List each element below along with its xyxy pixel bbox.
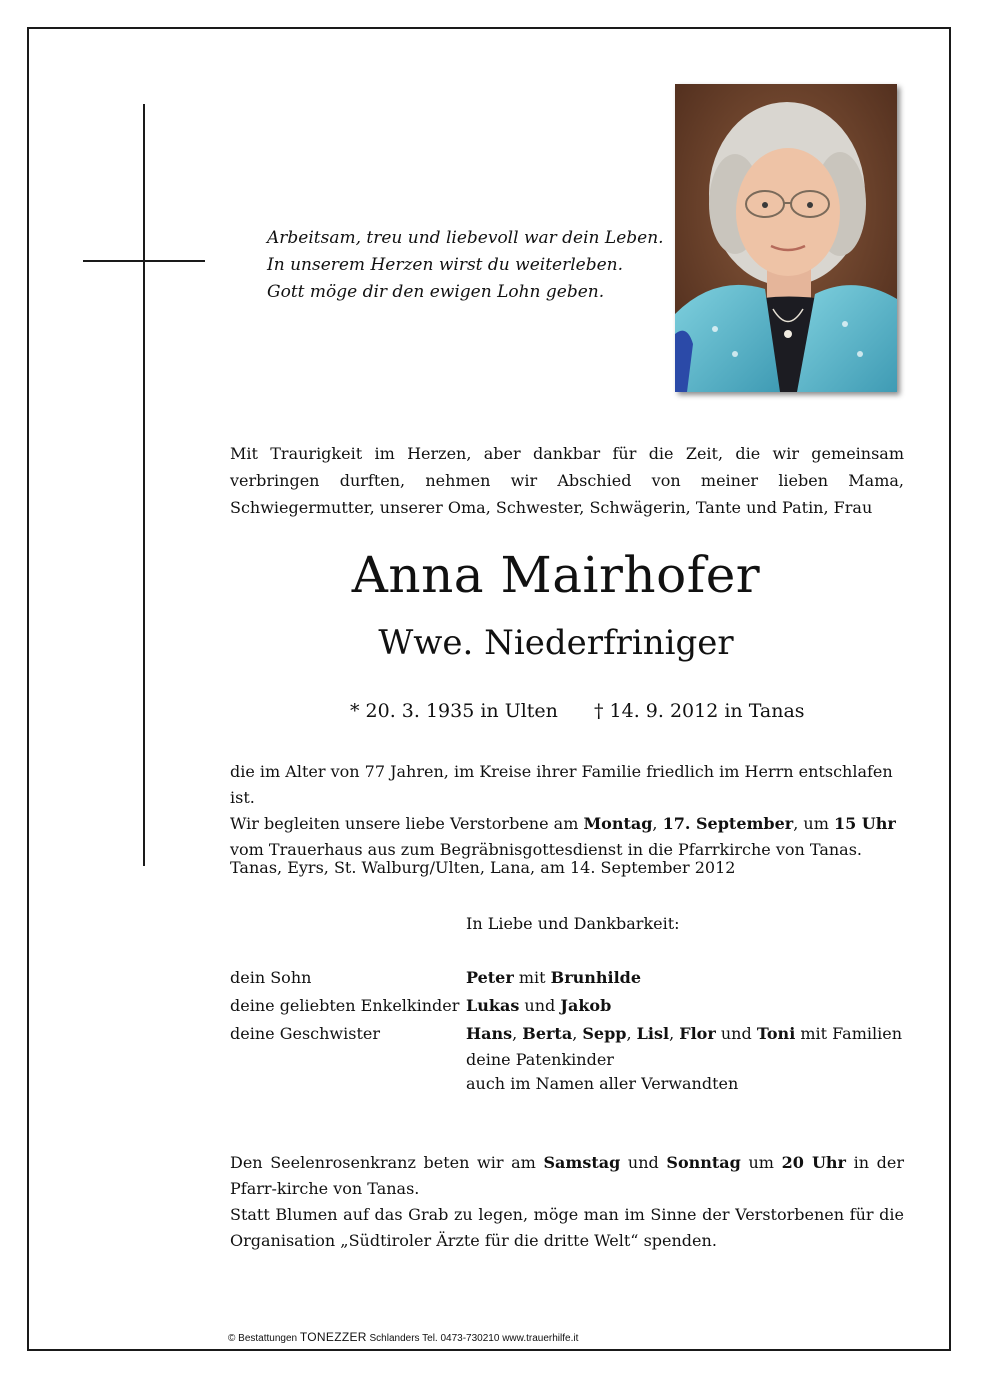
thanks-heading: In Liebe und Dankbarkeit: — [466, 914, 680, 933]
cross-icon-horizontal — [83, 260, 205, 262]
list-item — [230, 964, 902, 992]
relation-label: deine geliebten Enkelkinder — [230, 996, 460, 1015]
age-sentence: die im Alter von 77 Jahren, im Kreise ihrer Familie friedlich im Herrn entschlafen ist. — [230, 762, 893, 807]
relatives-line: auch im Namen aller Verwandten — [466, 1074, 739, 1093]
donation-sentence: Statt Blumen auf das Grab zu legen, möge man im Sinne der Verstorbenen für die Organisation „Südtiroler Ärzte für die dritte Welt“ spenden. — [230, 1205, 904, 1250]
list-item — [230, 992, 902, 1020]
verse-line: Gott möge dir den ewigen Lohn geben. — [267, 282, 605, 302]
relation-names: Peter mit Brunhilde — [466, 968, 642, 987]
relation-label: dein Sohn — [230, 968, 312, 987]
footer-prefix: © Bestattungen — [228, 1333, 300, 1344]
list-item — [230, 1020, 902, 1048]
godchildren-line: deine Patenkinder — [466, 1050, 614, 1069]
portrait-illustration — [675, 84, 897, 392]
relation-names: Lukas und Jakob — [466, 996, 612, 1015]
relation-names: Hans, Berta, Sepp, Lisl, Flor und Toni mit Familien — [466, 1024, 903, 1043]
deceased-name: Anna Mairhofer — [351, 546, 761, 604]
cross-icon-vertical — [143, 104, 145, 866]
footer-credit — [228, 1330, 578, 1344]
footer-suffix: Schlanders Tel. 0473-730210 www.trauerhilfe.it — [366, 1333, 579, 1344]
place-date: Tanas, Eyrs, St. Walburg/Ulten, Lana, am 14. September 2012 — [230, 858, 736, 877]
rosary-notes — [230, 1150, 904, 1254]
deceased-subname: Wwe. Niederfriniger — [378, 623, 734, 663]
death-date: † 14. 9. 2012 in Tanas — [594, 700, 805, 722]
intro-text: Mit Traurigkeit im Herzen, aber dankbar für die Zeit, die wir gemeinsam verbringen durften, nehmen wir Abschied von meiner lieben Mama, Schwiegermutter, unserer Oma, Schwester, Schwägerin, Tante und Patin, Frau — [230, 444, 904, 517]
portrait-photo — [675, 84, 897, 392]
footer-brand: TONEZZER — [299, 1330, 367, 1344]
memorial-verse — [267, 225, 664, 306]
birth-date: * 20. 3. 1935 in Ulten — [350, 700, 558, 722]
mourners-list — [230, 964, 902, 1096]
rosary-sentence: Den Seelenrosenkranz beten wir am Samstag und Sonntag um 20 Uhr in der Pfarr-kirche von Tanas. — [230, 1153, 904, 1198]
verse-line: Arbeitsam, treu und liebevoll war dein Leben. — [267, 228, 664, 248]
relation-label: deine Geschwister — [230, 1024, 380, 1043]
funeral-info — [230, 759, 904, 863]
funeral-sentence: Wir begleiten unsere liebe Verstorbene am Montag, 17. September, um 15 Uhr vom Trauerhaus aus zum Begräbnisgottesdienst in die Pfarrkirche von Tanas. — [230, 814, 896, 859]
verse-line: In unserem Herzen wirst du weiterleben. — [267, 255, 624, 275]
